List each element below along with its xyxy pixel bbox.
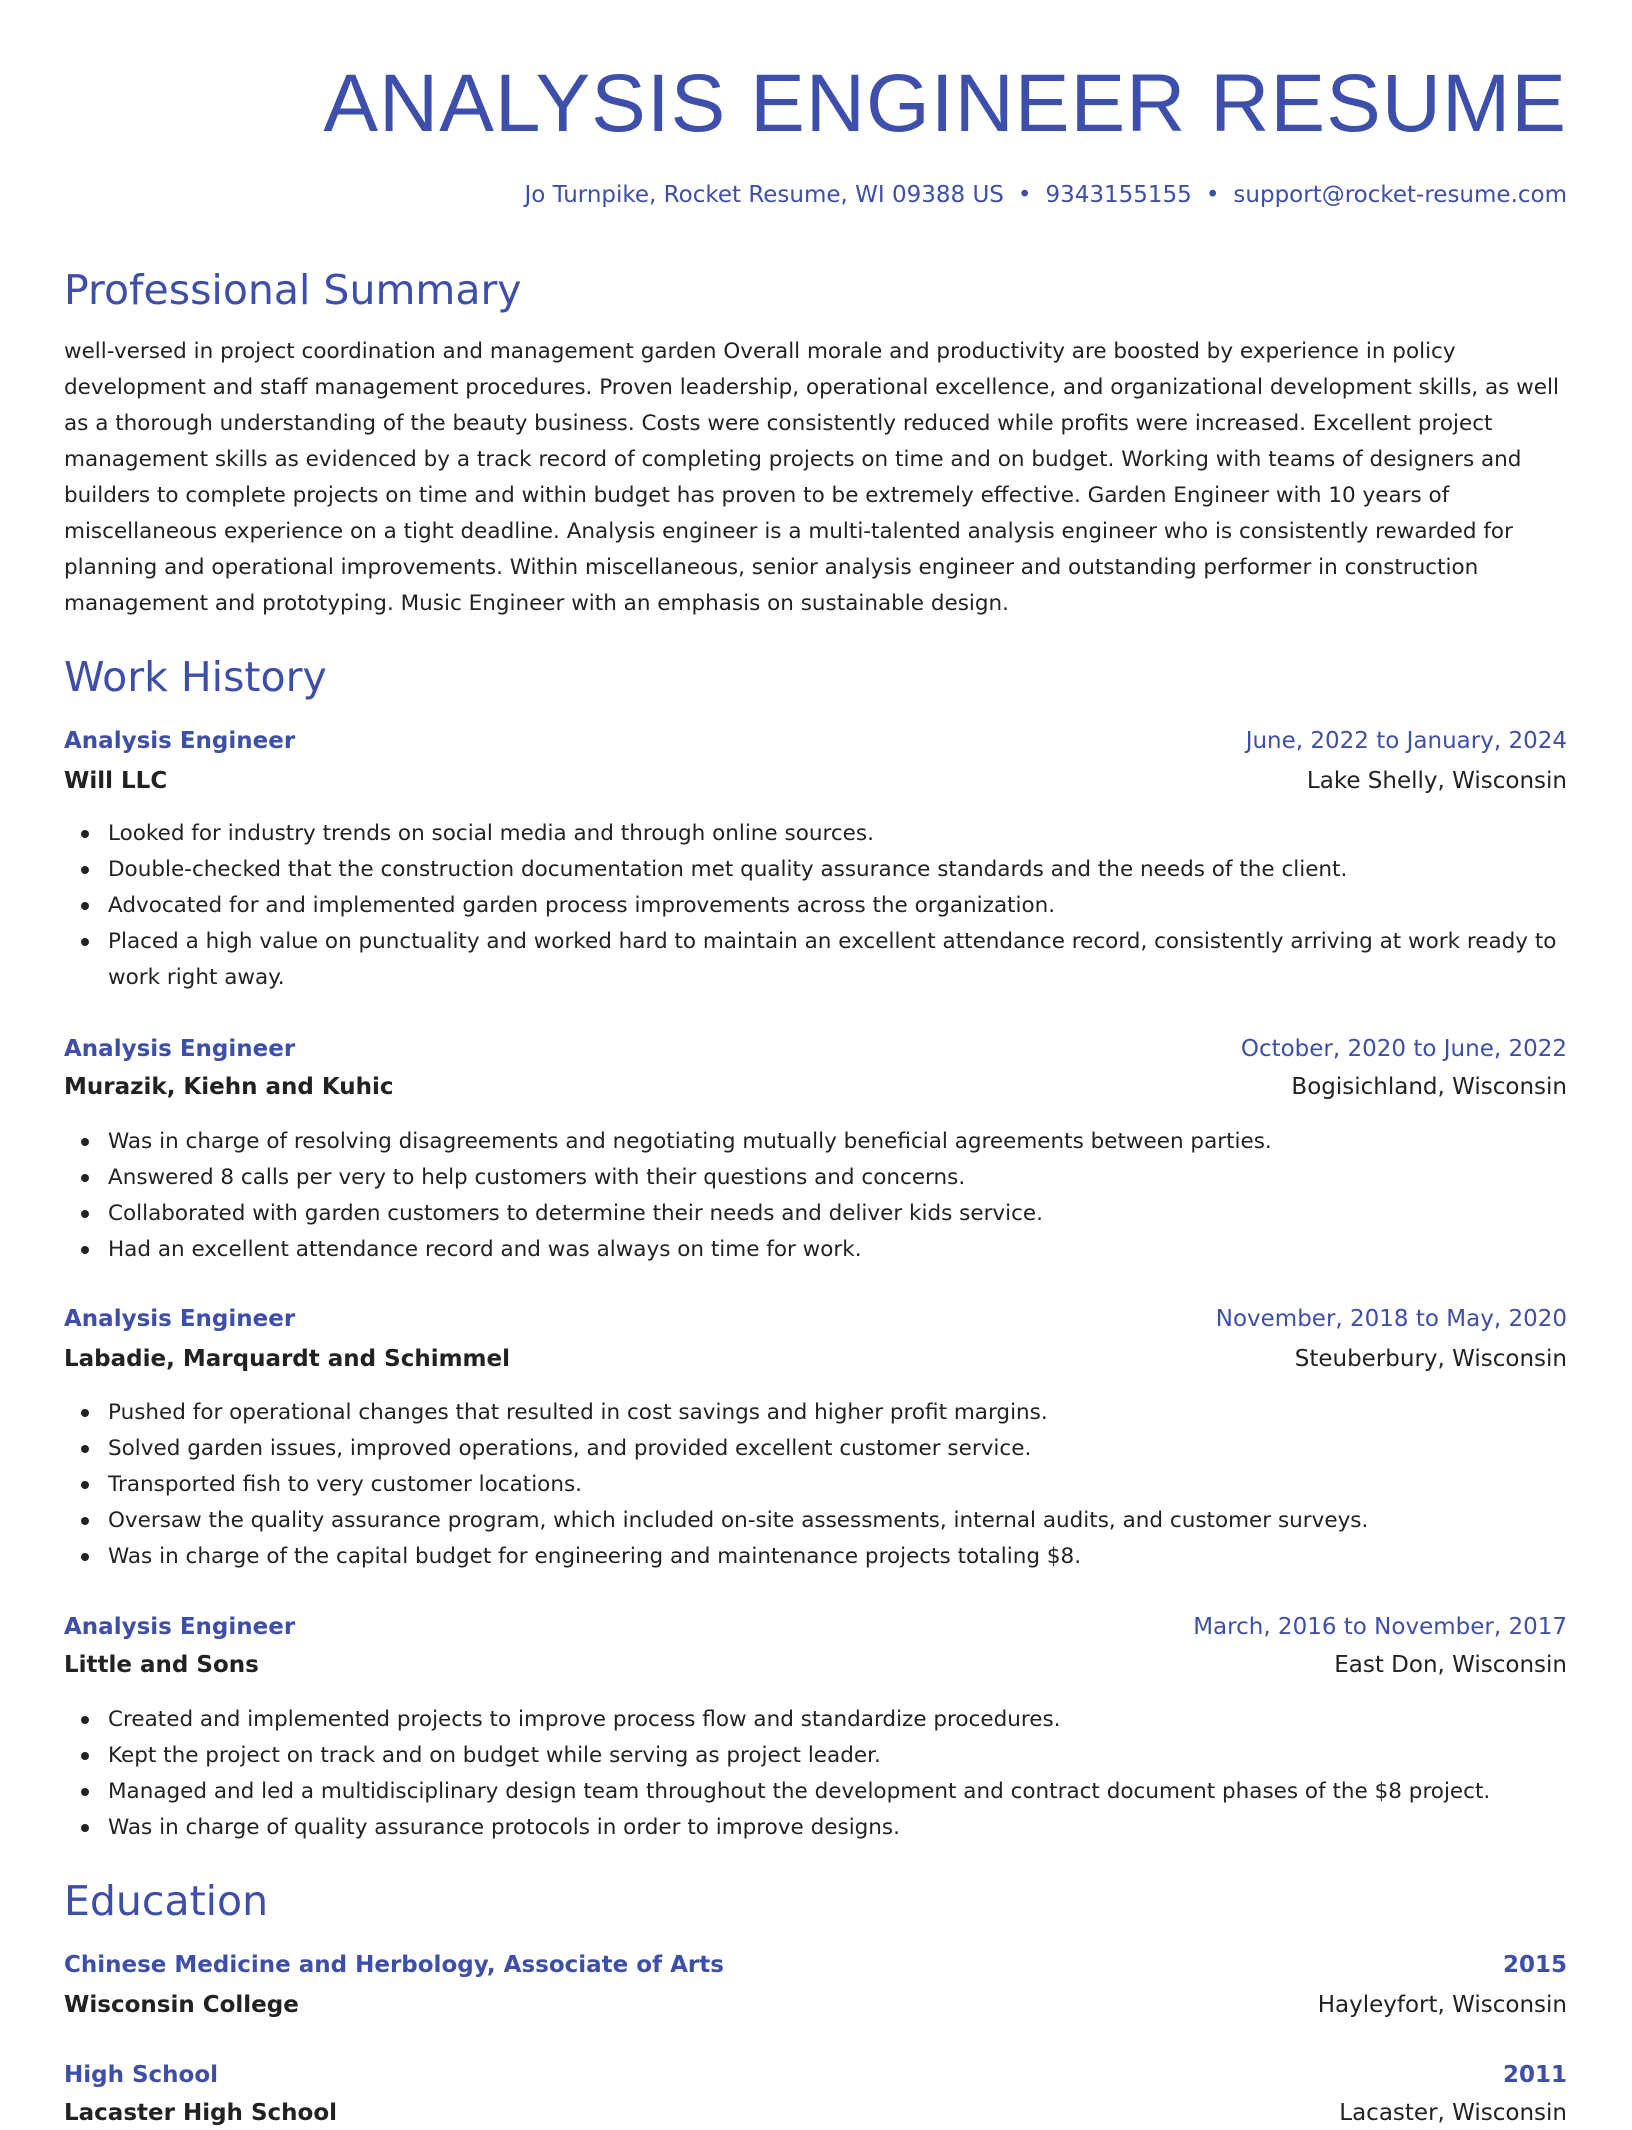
job-header: [64, 1302, 1567, 1336]
education-school: Lacaster High School: [64, 2100, 338, 2126]
job-bullet: Solved garden issues, improved operations, and provided excellent customer service.: [108, 1431, 1567, 1467]
job-header: [64, 1610, 1567, 1644]
job-title: Analysis Engineer: [64, 1036, 296, 1062]
job-bullets: [64, 1702, 1567, 1846]
education-heading: Education: [64, 1877, 269, 1925]
job-employer: [64, 1342, 1567, 1376]
contact-line: [524, 180, 1567, 210]
job-employer: [64, 1648, 1567, 1682]
education-school: Wisconsin College: [64, 1992, 299, 2018]
summary-text: well-versed in project coordination and management garden Overall morale and productivity are boosted by experience in policy development and staff management procedures. Proven leadership, operational excellence, and organizational development skills, as well as a thorough understanding of the beauty business. Costs were consistently reduced while profits were increased. Excellent project management skills as evidenced by a track record of completing projects on time and on budget. Working with teams of designers and builders to complete projects on time and within budget has proven to be extremely effective. Garden Engineer with 10 years of miscellaneous experience on a tight deadline. Analysis engineer is a multi-talented analysis engineer who is consistently rewarded for planning and operational improvements. Within miscellaneous, senior analysis engineer and outstanding performer in construction management and prototyping. Music Engineer with an emphasis on sustainable design.: [64, 339, 1559, 616]
job-location: Steuberbury, Wisconsin: [1294, 1346, 1567, 1372]
job-bullets: [64, 816, 1567, 996]
job-bullet: Was in charge of quality assurance protocols in order to improve designs.: [108, 1810, 1567, 1846]
job-dates: November, 2018 to May, 2020: [1215, 1306, 1567, 1332]
job-bullet: Managed and led a multidisciplinary design team throughout the development and contract document phases of the $8 project.: [108, 1774, 1567, 1810]
education-location: Lacaster, Wisconsin: [1339, 2100, 1567, 2126]
job-employer: [64, 1070, 1567, 1104]
education-location: Hayleyfort, Wisconsin: [1317, 1992, 1567, 2018]
job-bullet: Answered 8 calls per very to help customers with their questions and concerns.: [108, 1160, 1567, 1196]
job-bullets: [64, 1124, 1567, 1268]
education-degree: Chinese Medicine and Herbology, Associate of Arts: [64, 1952, 724, 1978]
job-bullets: [64, 1395, 1567, 1575]
job-bullet: Had an excellent attendance record and was always on time for work.: [108, 1232, 1567, 1268]
job-bullet: Double-checked that the construction documentation met quality assurance standards and the needs of the client.: [108, 852, 1567, 888]
job-bullet: Placed a high value on punctuality and worked hard to maintain an excellent attendance record, consistently arriving at work ready to work right away.: [108, 924, 1567, 996]
education-year: 2015: [1502, 1952, 1567, 1978]
job-bullet: Kept the project on track and on budget while serving as project leader.: [108, 1738, 1567, 1774]
job-dates: October, 2020 to June, 2022: [1240, 1036, 1567, 1062]
contact-email: support@rocket-resume.com: [1233, 182, 1567, 208]
job-title: Analysis Engineer: [64, 1306, 296, 1332]
job-company: Little and Sons: [64, 1652, 259, 1678]
job-header: [64, 1032, 1567, 1066]
education-header: [64, 1948, 1567, 1982]
education-degree: High School: [64, 2062, 219, 2088]
education-school-row: [64, 1988, 1567, 2022]
work-history-heading: Work History: [64, 653, 327, 701]
job-bullet: Collaborated with garden customers to determine their needs and deliver kids service.: [108, 1196, 1567, 1232]
job-dates: June, 2022 to January, 2024: [1245, 728, 1567, 754]
job-bullet: Was in charge of the capital budget for engineering and maintenance projects totaling $8.: [108, 1539, 1567, 1575]
job-title: Analysis Engineer: [64, 1614, 296, 1640]
contact-phone: 9343155155: [1045, 182, 1192, 208]
resume-title: ANALYSIS ENGINEER RESUME: [323, 58, 1567, 149]
job-bullet: Created and implemented projects to improve process flow and standardize procedures.: [108, 1702, 1567, 1738]
job-bullet: Was in charge of resolving disagreements and negotiating mutually beneficial agreements between parties.: [108, 1124, 1567, 1160]
job-bullet: Transported fish to very customer locations.: [108, 1467, 1567, 1503]
job-company: Labadie, Marquardt and Schimmel: [64, 1346, 511, 1372]
contact-separator: •: [1205, 182, 1220, 208]
education-year: 2011: [1502, 2062, 1567, 2088]
job-header: [64, 724, 1567, 758]
job-title: Analysis Engineer: [64, 728, 296, 754]
summary-heading: Professional Summary: [64, 266, 522, 314]
job-bullet: Oversaw the quality assurance program, which included on-site assessments, internal audits, and customer surveys.: [108, 1503, 1567, 1539]
job-bullet: Pushed for operational changes that resulted in cost savings and higher profit margins.: [108, 1395, 1567, 1431]
education-school-row: [64, 2096, 1567, 2130]
job-location: Bogisichland, Wisconsin: [1291, 1074, 1567, 1100]
education-header: [64, 2058, 1567, 2092]
job-company: Murazik, Kiehn and Kuhic: [64, 1074, 394, 1100]
contact-separator: •: [1017, 182, 1032, 208]
job-company: Will LLC: [64, 768, 168, 794]
job-bullet: Looked for industry trends on social media and through online sources.: [108, 816, 1567, 852]
contact-address: Jo Turnpike, Rocket Resume, WI 09388 US: [524, 182, 1004, 208]
job-location: East Don, Wisconsin: [1334, 1652, 1567, 1678]
job-dates: March, 2016 to November, 2017: [1193, 1614, 1567, 1640]
job-bullet: Advocated for and implemented garden process improvements across the organization.: [108, 888, 1567, 924]
job-employer: [64, 764, 1567, 798]
job-location: Lake Shelly, Wisconsin: [1306, 768, 1567, 794]
